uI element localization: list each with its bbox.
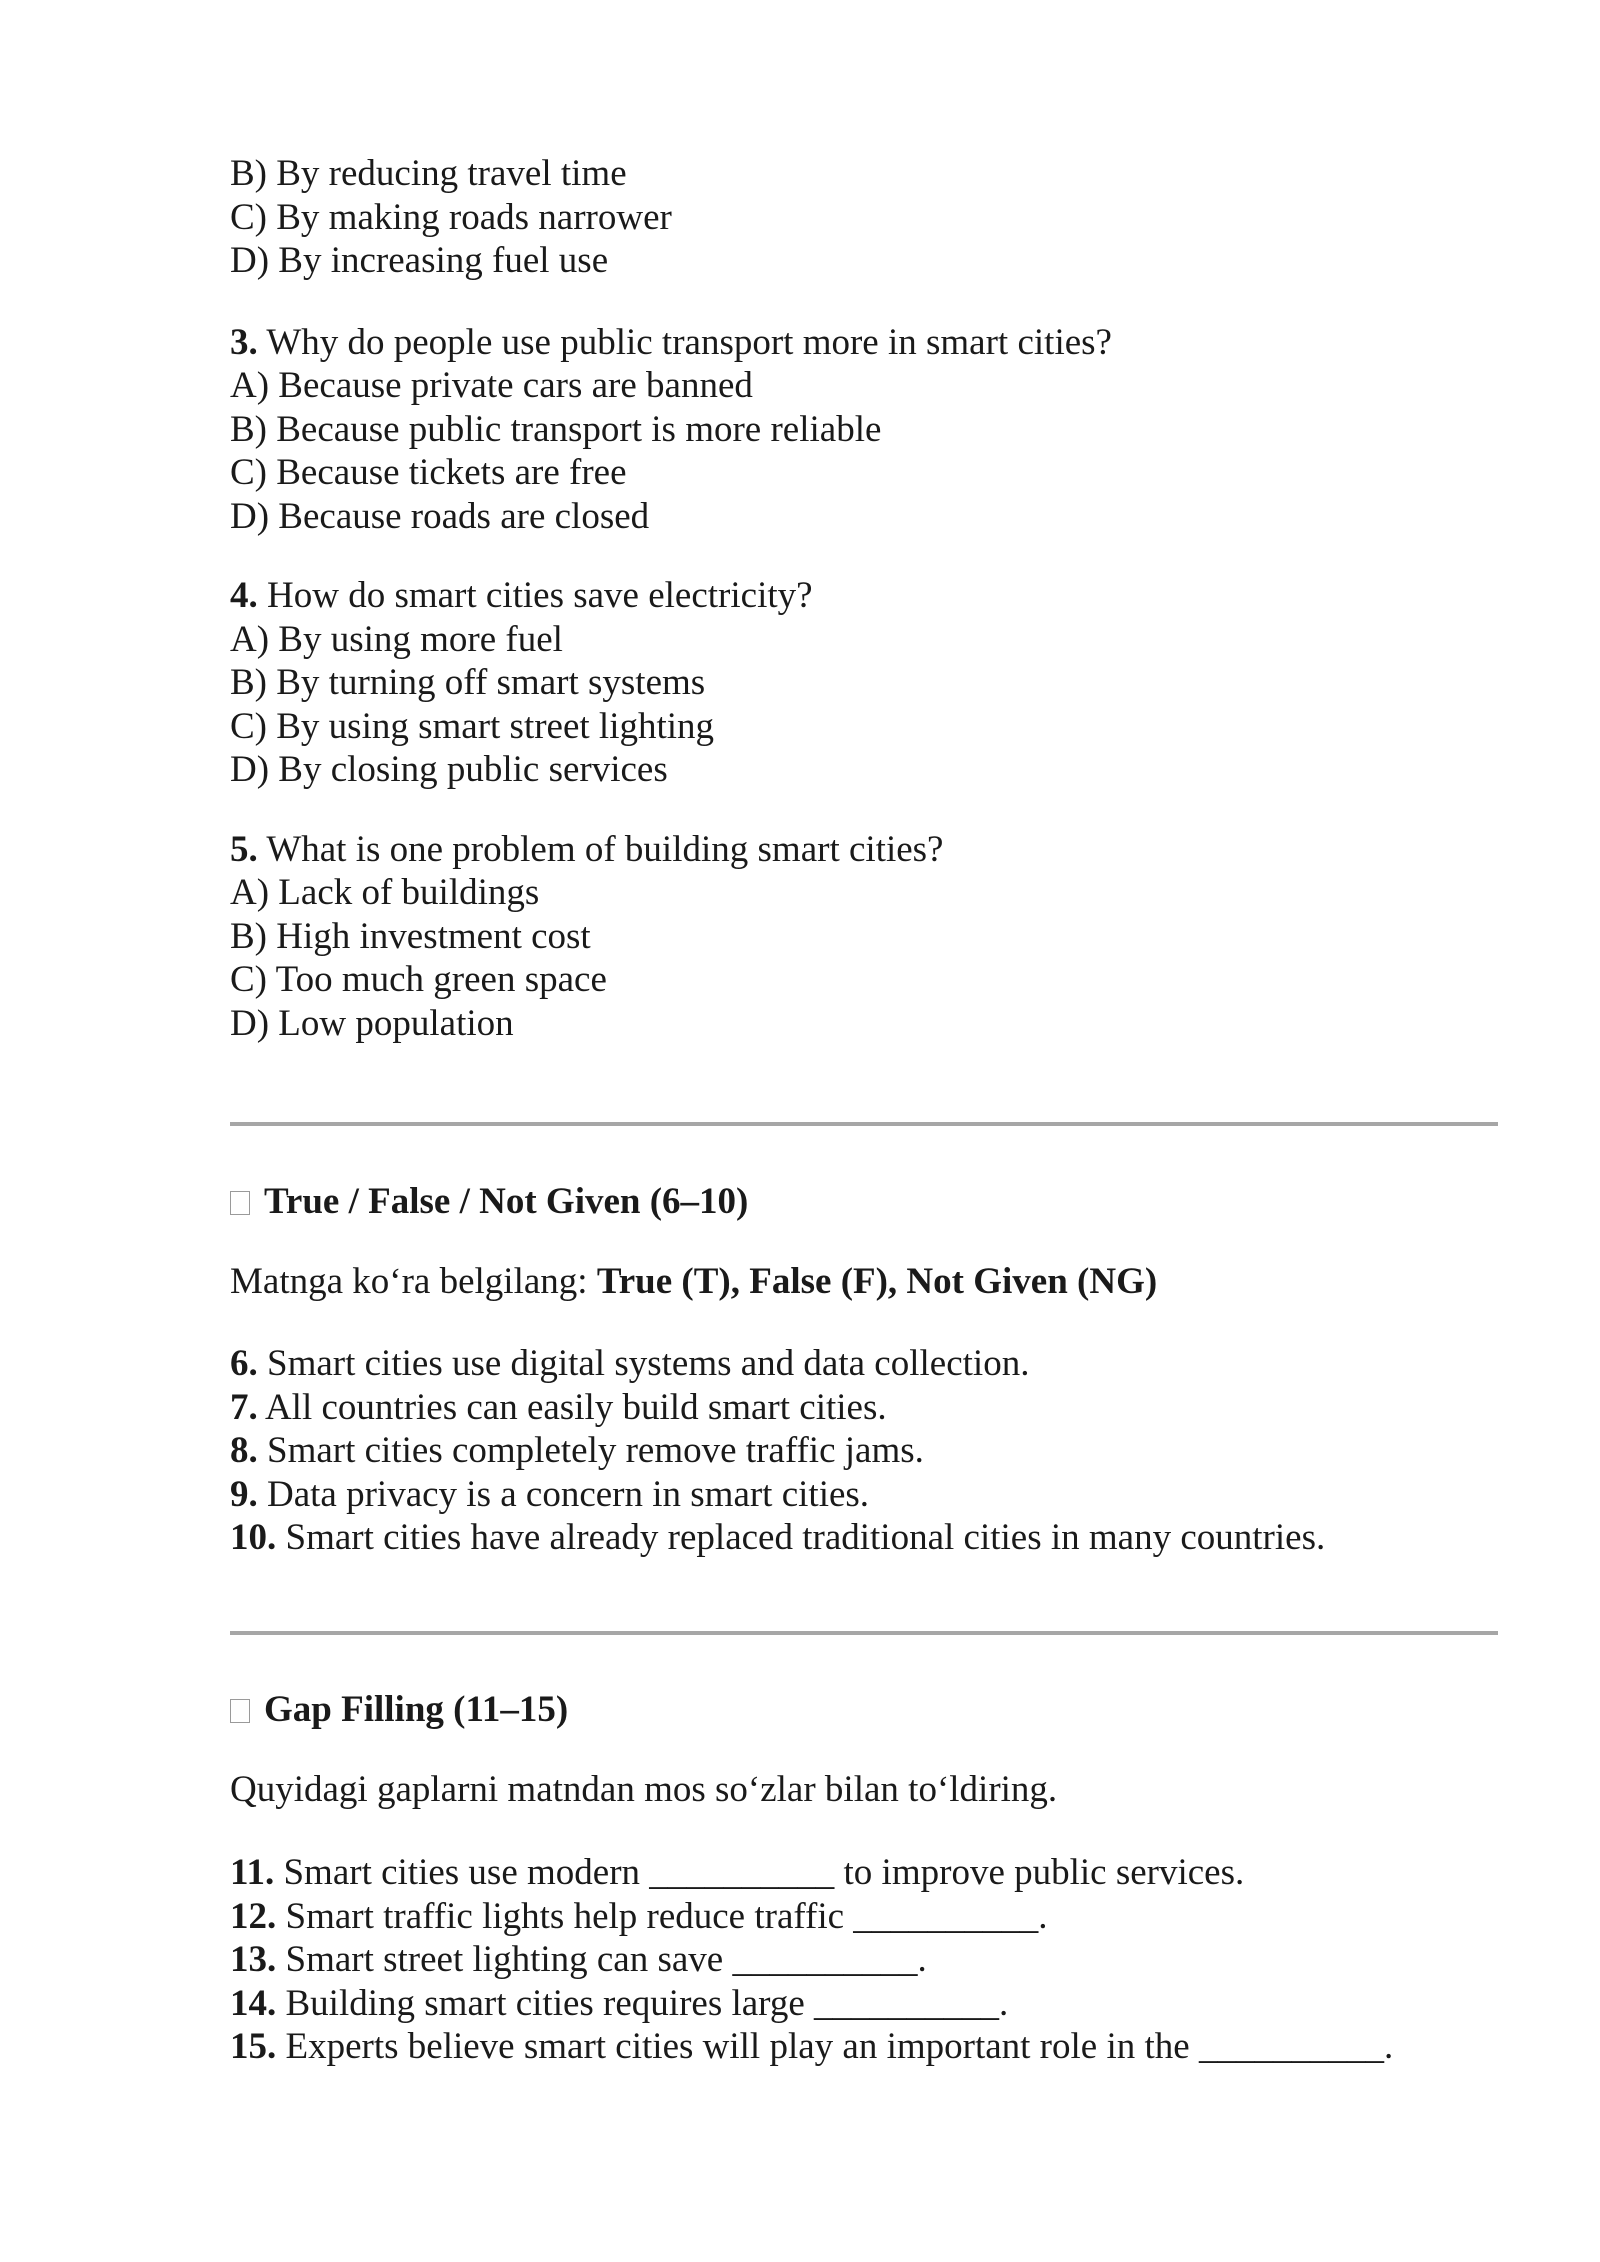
item-text: Smart street lighting can save __________.	[276, 1939, 927, 1980]
item-number: 11.	[230, 1852, 275, 1893]
question-text: Why do people use public transport more in smart cities?	[257, 321, 1112, 363]
option: C) Because tickets are free	[230, 452, 627, 493]
option: D) Because roads are closed	[230, 495, 650, 537]
item-text: Smart cities use digital systems and data collection.	[257, 1343, 1030, 1384]
instruction-emphasis: True (T), False (F), Not Given (NG)	[596, 1261, 1158, 1302]
option: B) High investment cost	[230, 915, 591, 957]
item-number: 10.	[230, 1517, 277, 1558]
question-number: 5.	[230, 828, 258, 870]
list-item	[230, 1386, 1325, 1430]
question-text: How do smart cities save electricity?	[257, 575, 813, 616]
list-item	[230, 1473, 1325, 1517]
option: A) Because private cars are banned	[230, 365, 753, 406]
option: B) By turning off smart systems	[230, 662, 706, 703]
gap-list	[230, 1851, 1393, 2069]
option: D) By increasing fuel use	[230, 240, 609, 281]
option: C) Too much green space	[230, 959, 607, 1000]
option: C) By making roads narrower	[230, 196, 672, 238]
item-text: Building smart cities requires large __________.	[276, 1982, 1009, 2024]
item-text: Data privacy is a concern in smart cities.	[257, 1473, 870, 1515]
list-item	[230, 1895, 1393, 1939]
section-divider	[230, 1122, 1498, 1126]
item-number: 6.	[230, 1343, 258, 1384]
item-text: Smart cities have already replaced traditional cities in many countries.	[276, 1517, 1326, 1558]
item-number: 9.	[230, 1473, 258, 1515]
question-5	[230, 828, 1500, 1046]
option: A) Lack of buildings	[230, 872, 540, 913]
mcq-section	[230, 152, 1500, 1045]
question-stem	[230, 574, 1500, 618]
question-stem	[230, 321, 1500, 365]
section-title: True / False / Not Given (6–10)	[264, 1181, 749, 1222]
section-divider	[230, 1631, 1498, 1635]
item-text: Smart traffic lights help reduce traffic __________.	[276, 1895, 1048, 1937]
tfng-list	[230, 1342, 1325, 1560]
list-item	[230, 1516, 1325, 1560]
list-item	[230, 1851, 1393, 1895]
option: A) By using more fuel	[230, 618, 563, 660]
tfng-instruction	[230, 1260, 1157, 1304]
item-number: 12.	[230, 1895, 277, 1937]
option: C) By using smart street lighting	[230, 705, 715, 747]
gap-heading	[230, 1688, 568, 1732]
option: D) Low population	[230, 1002, 514, 1044]
gap-instruction: Quyidagi gaplarni matndan mos so‘zlar bilan to‘ldiring.	[230, 1769, 1058, 1810]
question-number: 3.	[230, 321, 258, 363]
option: B) By reducing travel time	[230, 153, 627, 194]
item-number: 13.	[230, 1939, 277, 1980]
item-text: Smart cities completely remove traffic jams.	[257, 1430, 924, 1471]
question-number: 4.	[230, 575, 258, 616]
question-3	[230, 321, 1500, 539]
question-2-options	[230, 152, 1500, 283]
question-stem	[230, 828, 1500, 872]
item-number: 14.	[230, 1982, 277, 2024]
item-text: Smart cities use modern __________ to improve public services.	[274, 1852, 1245, 1893]
question-4	[230, 574, 1500, 792]
section-title: Gap Filling (11–15)	[264, 1689, 569, 1730]
instruction-text: Matnga ko‘ra belgilang:	[230, 1261, 597, 1302]
option: D) By closing public services	[230, 749, 668, 790]
item-number: 8.	[230, 1430, 258, 1471]
option: B) Because public transport is more reliable	[230, 408, 882, 450]
list-item	[230, 2025, 1393, 2069]
item-text: Experts believe smart cities will play an important role in the __________.	[276, 2026, 1394, 2067]
list-item	[230, 1982, 1393, 2026]
tfng-heading	[230, 1180, 748, 1224]
missing-glyph-icon	[230, 1699, 250, 1723]
item-number: 7.	[230, 1386, 258, 1428]
question-text: What is one problem of building smart cities?	[257, 828, 944, 870]
list-item	[230, 1429, 1325, 1473]
item-text: All countries can easily build smart cities.	[257, 1386, 887, 1428]
item-number: 15.	[230, 2026, 277, 2067]
list-item	[230, 1938, 1393, 1982]
list-item	[230, 1342, 1325, 1386]
missing-glyph-icon	[230, 1191, 250, 1215]
